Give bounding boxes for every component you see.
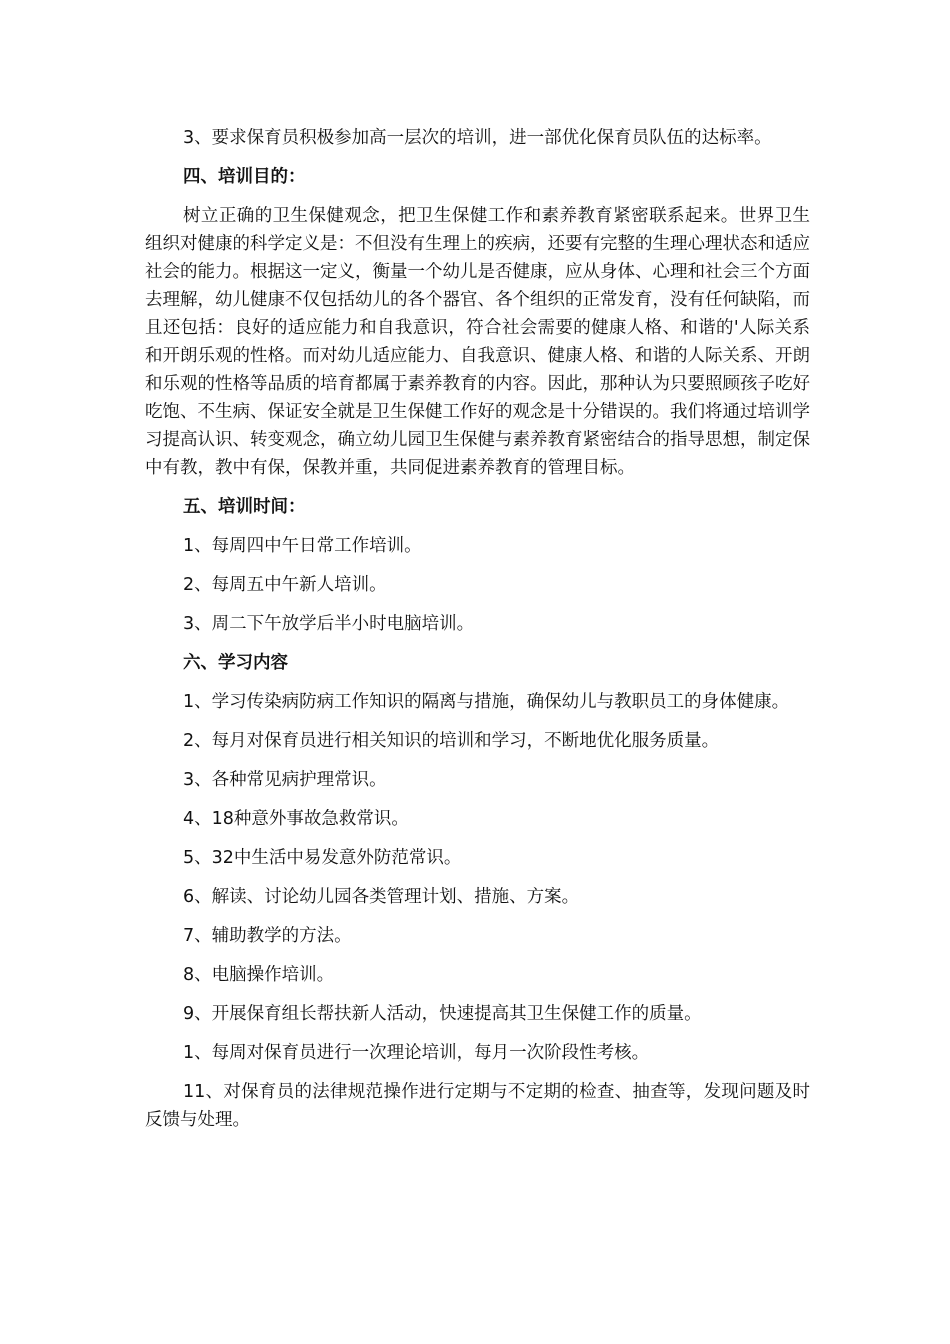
paragraph-content-9: 9、开展保育组长帮扶新人活动，快速提高其卫生保健工作的质量。 bbox=[183, 1004, 702, 1024]
paragraph-requirement-3: 3、要求保育员积极参加高一层次的培训，进一部优化保育员队伍的达标率。 bbox=[183, 128, 772, 148]
paragraph-content-5: 5、32中生活中易发意外防范常识。 bbox=[183, 848, 462, 868]
paragraph-content-7: 7、辅助教学的方法。 bbox=[183, 926, 352, 946]
paragraph-time-2: 2、每周五中午新人培训。 bbox=[183, 575, 387, 595]
paragraph-content-10: 1、每周对保育员进行一次理论培训，每月一次阶段性考核。 bbox=[183, 1043, 650, 1063]
paragraph-content-2: 2、每月对保育员进行相关知识的培训和学习，不断地优化服务质量。 bbox=[183, 731, 720, 751]
paragraph-time-1: 1、每周四中午日常工作培训。 bbox=[183, 536, 422, 556]
heading-study-content: 六、学习内容 bbox=[183, 653, 288, 673]
heading-training-purpose: 四、培训目的： bbox=[183, 167, 306, 187]
paragraph-content-6: 6、解读、讨论幼儿园各类管理计划、措施、方案。 bbox=[183, 887, 580, 907]
paragraph-content-1: 1、学习传染病防病工作知识的隔离与措施，确保幼儿与教职员工的身体健康。 bbox=[183, 692, 790, 712]
paragraph-training-purpose: 树立正确的卫生保健观念，把卫生保健工作和素养教育紧密联系起来。世界卫生组织对健康的科学定义是：不但没有生理上的疾病，还要有完整的生理心理状态和适应社会的能力。根据这一定义，衡量一个幼儿是否健康，应从身体、心理和社会三个方面去理解，幼儿健康不仅包括幼儿的各个器官、各个组织的正常发育，没有任何缺陷，而且还包括：良好的适应能力和自我意识，符合社会需要的健康人格、和谐的'人际关系和开朗乐观的性格。而对幼儿适应能力、自我意识、健康人格、和谐的人际关系、开朗和乐观的性格等品质的培育都属于素养教育的内容。因此，那种认为只要照顾孩子吃好吃饱、不生病、保证安全就是卫生保健工作好的观念是十分错误的。我们将通过培训学习提高认识、转变观念，确立幼儿园卫生保健与素养教育紧密结合的指导思想，制定保中有教，教中有保，保教并重，共同促进素养教育的管理目标。 bbox=[145, 206, 810, 478]
paragraph-content-4: 4、18种意外事故急救常识。 bbox=[183, 809, 409, 829]
paragraph-content-11: 11、对保育员的法律规范操作进行定期与不定期的检查、抽查等，发现问题及时反馈与处理。 bbox=[145, 1082, 810, 1130]
paragraph-content-8: 8、电脑操作培训。 bbox=[183, 965, 335, 985]
paragraph-time-3: 3、周二下午放学后半小时电脑培训。 bbox=[183, 614, 475, 634]
document-body bbox=[145, 124, 810, 1145]
heading-training-time: 五、培训时间： bbox=[183, 497, 306, 517]
paragraph-content-3: 3、各种常见病护理常识。 bbox=[183, 770, 387, 790]
